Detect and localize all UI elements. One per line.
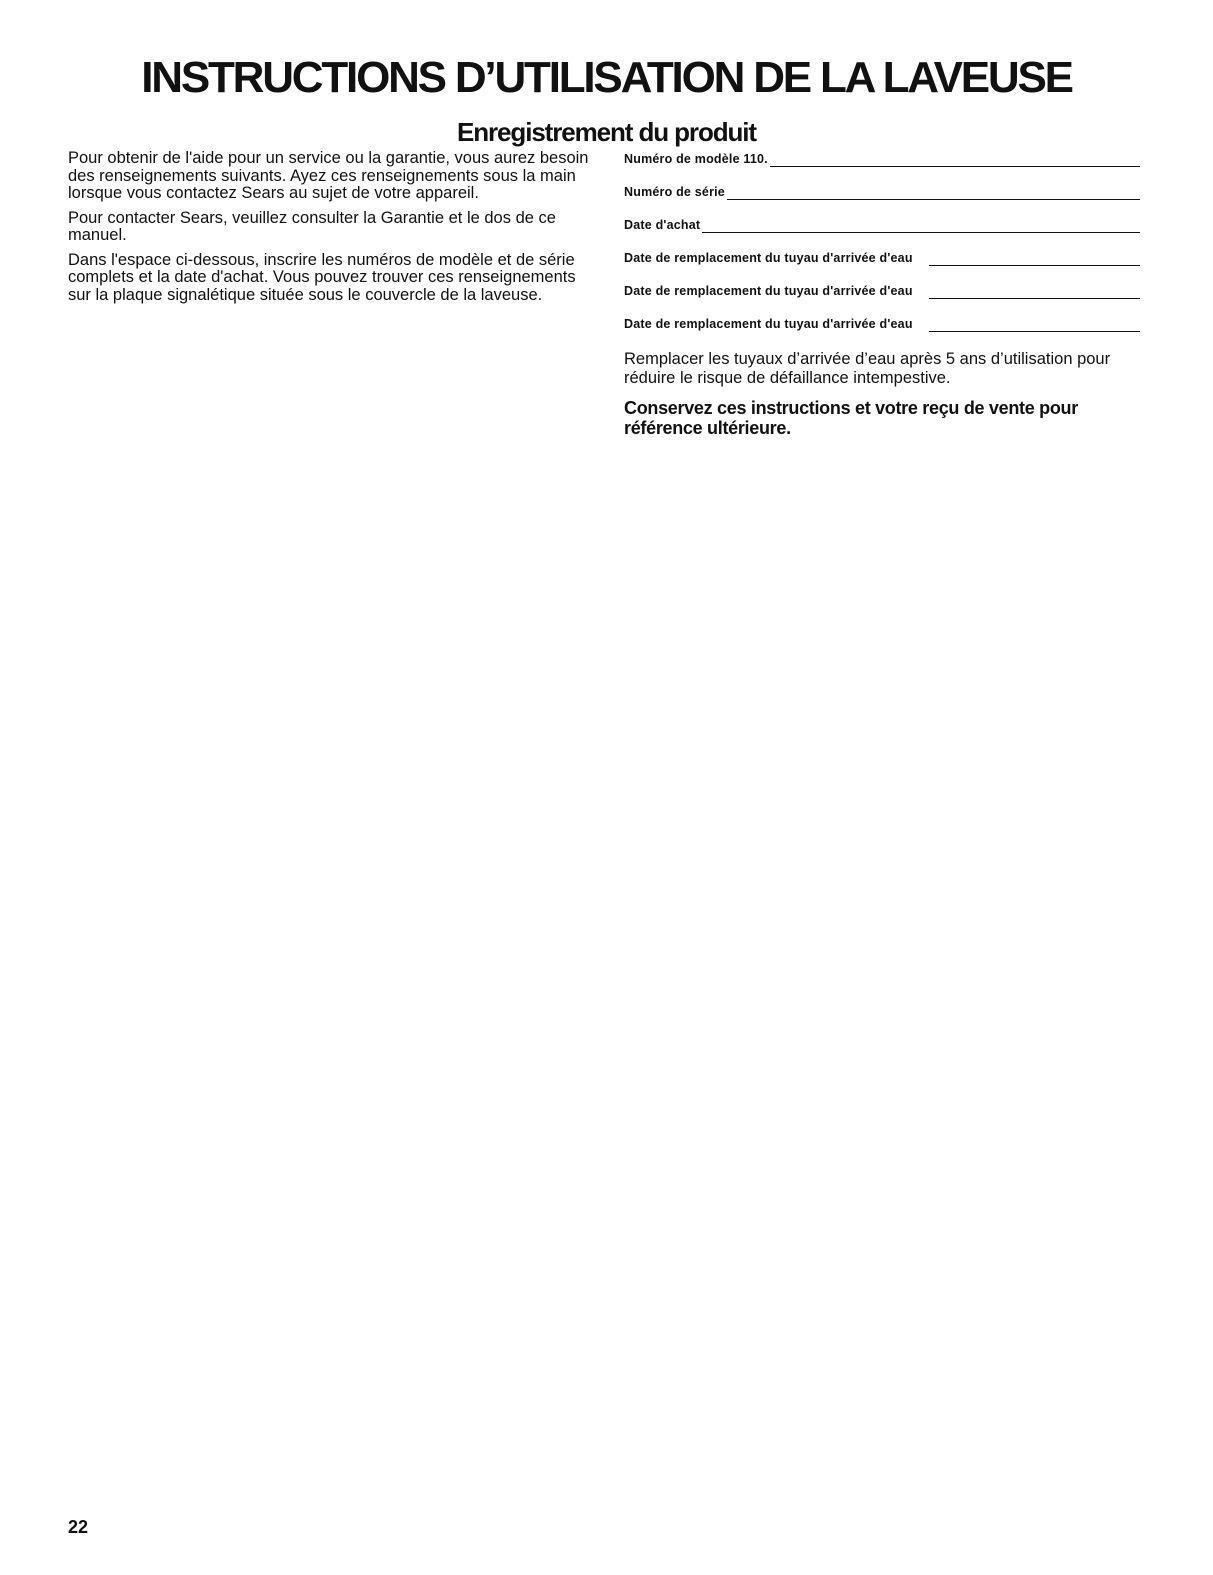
section-title: Enregistrement du produit <box>457 117 756 147</box>
purchase-date-line[interactable] <box>702 221 1140 233</box>
hose-replacement-field-2 <box>624 284 1140 299</box>
registration-form <box>624 152 1140 438</box>
hose-replacement-field-3 <box>624 317 1140 332</box>
hose-replacement-label: Date de remplacement du tuyau d'arrivée d'eau <box>624 317 913 331</box>
model-number-label: Numéro de modèle 110. <box>624 152 768 166</box>
model-number-field <box>624 152 1140 167</box>
serial-number-label: Numéro de série <box>624 185 725 199</box>
instructions-paragraph: Dans l'espace ci-dessous, inscrire les numéros de modèle et de série complets et la date d'achat. Vous pouvez trouver ces renseignements sur la plaque signalétique située sous le couvercle de la laveuse. <box>68 250 576 304</box>
intro-text-column <box>68 150 598 311</box>
intro-paragraph: Pour obtenir de l'aide pour un service ou la garantie, vous aurez besoin des renseignements suivants. Ayez ces renseignements sous la main lorsque vous contactez Sears au sujet de votre appareil. <box>68 149 589 202</box>
serial-number-field <box>624 185 1140 200</box>
hose-replacement-label: Date de remplacement du tuyau d'arrivée d'eau <box>624 251 913 265</box>
page-title: INSTRUCTIONS D’UTILISATION DE LA LAVEUSE <box>141 53 1072 102</box>
model-number-line[interactable] <box>770 155 1140 167</box>
contact-paragraph: Pour contacter Sears, veuillez consulter la Garantie et le dos de ce manuel. <box>68 208 556 244</box>
page-number: 22 <box>68 1517 89 1537</box>
hose-replacement-line[interactable] <box>929 287 1140 299</box>
serial-number-line[interactable] <box>727 188 1140 200</box>
keep-instructions-notice: Conservez ces instructions et votre reçu de vente pour référence ultérieure. <box>624 398 1078 438</box>
hose-replacement-label: Date de remplacement du tuyau d'arrivée d'eau <box>624 284 913 298</box>
hose-replacement-field-1 <box>624 251 1140 266</box>
purchase-date-field <box>624 218 1140 233</box>
purchase-date-label: Date d'achat <box>624 218 701 232</box>
hose-replacement-line[interactable] <box>929 254 1140 266</box>
hose-replacement-line[interactable] <box>929 320 1140 332</box>
hose-replacement-note: Remplacer les tuyaux d’arrivée d’eau après 5 ans d’utilisation pour réduire le risque de défaillance intempestive. <box>624 350 1111 387</box>
